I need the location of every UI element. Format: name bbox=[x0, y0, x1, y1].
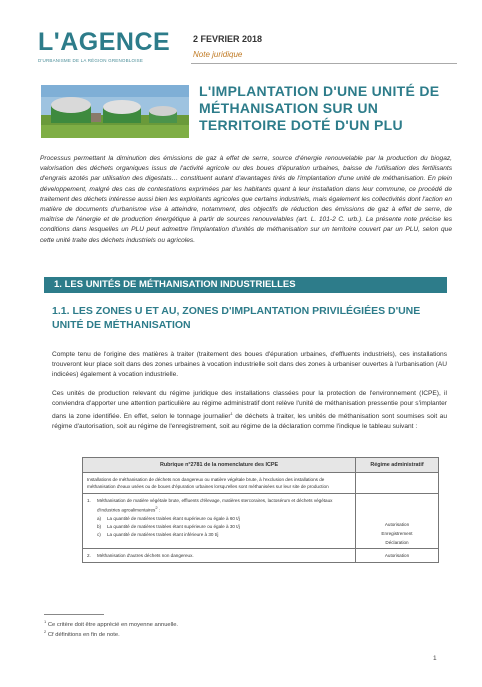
row-2-number: 2. bbox=[87, 553, 91, 558]
publication-date: 2 FEVRIER 2018 bbox=[193, 34, 263, 44]
footnote-ref-1: 1 bbox=[230, 411, 233, 416]
table-row bbox=[83, 494, 439, 549]
table-row bbox=[83, 549, 439, 563]
regime-declaration: Déclaration bbox=[385, 540, 409, 545]
body-paragraph-1: Compte tenu de l'origine des matières à traiter (traitement des boues d'épuration urbaines, d'effluents industriels), ces installations trouveront leur place soit dans des zones urbaines à vocation industrielle soit dans des zones à urbaniser ouvertes à l'urbanisation (AU indicées) également à vocation industrielle. bbox=[52, 351, 447, 378]
table-row-2-regime: Autorisation bbox=[356, 549, 439, 563]
body-paragraph-2-text-a: Ces unités de production relevant du régime juridique des installations classées pour la protection de l'environnement (ICPE), il conviendra d'apporter une attention particulière au régime administratif dont relève l'unité de méthanisation pressentie pour s'implanter dans la zone identifiée. En effet, selon le tonnage journalier bbox=[52, 390, 447, 421]
row-1-text: Méthanisation de matière végétale brute, effluents d'élevage, matières stercoraires, lactosérum et déchets végétaux d'industries agroalimentaires$^2$ : bbox=[97, 498, 333, 513]
body-paragraph-2 bbox=[52, 389, 447, 432]
footnote-divider bbox=[44, 614, 104, 615]
row-1-item-a: a) La quantité de matières traitées étant supérieure ou égale à 60 t/j bbox=[97, 515, 240, 521]
regime-autorisation: Autorisation bbox=[384, 522, 410, 527]
page-number: 1 bbox=[433, 655, 437, 662]
row-2-text: Méthanisation d'autres déchets non dangereux. bbox=[97, 553, 194, 558]
table-header-regime: Régime administratif bbox=[356, 458, 439, 473]
row-1-item-c: c) La quantité de matières traitées étant inférieure à 30 t/j bbox=[97, 531, 219, 537]
agency-logo-subtitle: D'URBANISME DE LA RÉGION GRENOBLOISE bbox=[38, 58, 144, 63]
table-row-2-cell bbox=[83, 549, 356, 563]
regime-enregistrement: Enregistrement bbox=[381, 531, 413, 536]
section-1-1-title: LES ZONES U ET AU, ZONES D'IMPLANTATION PRIVILÉGIÉES D'UNE UNITÉ DE MÉTHANISATION bbox=[52, 305, 421, 331]
row-1-number: 1. bbox=[87, 498, 91, 503]
section-1-title: LES UNITÉS DE MÉTHANISATION INDUSTRIELLES bbox=[64, 279, 296, 290]
page-title: L'IMPLANTATION D'UNE UNITÉ DE MÉTHANISATION SUR UN TERRITOIRE DOTÉ D'UN PLU bbox=[199, 83, 440, 133]
footnote-ref-2: 2 bbox=[155, 505, 158, 510]
table-row-1-regimes bbox=[356, 494, 439, 549]
table-intro-cell: Installations de méthanisation de déchets non dangereux ou matière végétale brute, à l'exclusion des installations de méthanisation d'eaux usées ou de boues d'épuration urbaines lorsqu'elles sont méthanisées sur leur site de production bbox=[83, 473, 356, 494]
section-1-1-number: 1.1. bbox=[52, 305, 70, 317]
section-1-1-heading bbox=[52, 304, 452, 332]
table-row-1-cell bbox=[83, 494, 356, 549]
footnote-1: $^1$ Ce critère doit être apprécié en moyenne annuelle. bbox=[44, 619, 179, 628]
methanisation-plant-photo bbox=[41, 85, 189, 138]
agency-logo: L'AGENCE bbox=[38, 28, 171, 56]
header-divider bbox=[191, 63, 457, 64]
intro-paragraph: Processus permettant la diminution des émissions de gaz à effet de serre, source d'énergie renouvelable par la production du biogaz, valorisation des déchets organiques issus de l'activité agricole ou des boues d'épuration urbaines, baisse de l'utilisation des fertilisants d'engrais azotés par utilisation des digestats… constituent autant d'avantages tirés de l'implantation d'une unité de méthanisation. En plein développement, malgré des cas de contestations exprimées par les habitants quant à leur installation dans leur commune, ce procédé de traitement des déchets intéresse aussi bien les exploitants agricoles que certains industriels, mais également les collectivités dont l'action en matière de documents d'urbanisme vise à atteindre, notamment, des objectifs de réduction des émissions de gaz à effet de serre, de maîtrise de l'énergie et de production énergétique à partir de sources renouvelables (art. L. 101-2 C. urb.). La présente note précise les conditions dans lesquelles un PLU peut admettre l'implantation d'unités de méthanisation sur un territoire couvert par un PLU, selon que cette unité traite des déchets industriels ou agricoles. bbox=[40, 155, 452, 244]
body-paragraph-2-text-b: de déchets à traiter, les unités de méthanisation sont soumises soit au régime d'autorisation, soit au régime de l'enregistrement, soit au régime de la déclaration comme l'indique le tableau suivant : bbox=[52, 413, 447, 431]
document-type: Note juridique bbox=[193, 50, 243, 59]
table-header-rubrique: Rubrique n°2781 de la nomenclature des ICPE bbox=[83, 458, 356, 473]
icpe-regime-table bbox=[82, 457, 439, 563]
section-1-number: 1. bbox=[54, 279, 62, 290]
table-header-row bbox=[83, 458, 439, 473]
footnote-2: $^2$ Cf définitions en fin de note. bbox=[44, 629, 120, 638]
row-1-item-b: b) La quantité de matières traitées étant supérieure ou égale à 30 t/j bbox=[97, 523, 240, 529]
section-1-heading bbox=[44, 277, 447, 293]
table-row bbox=[83, 473, 439, 494]
table-empty-cell bbox=[356, 473, 439, 494]
